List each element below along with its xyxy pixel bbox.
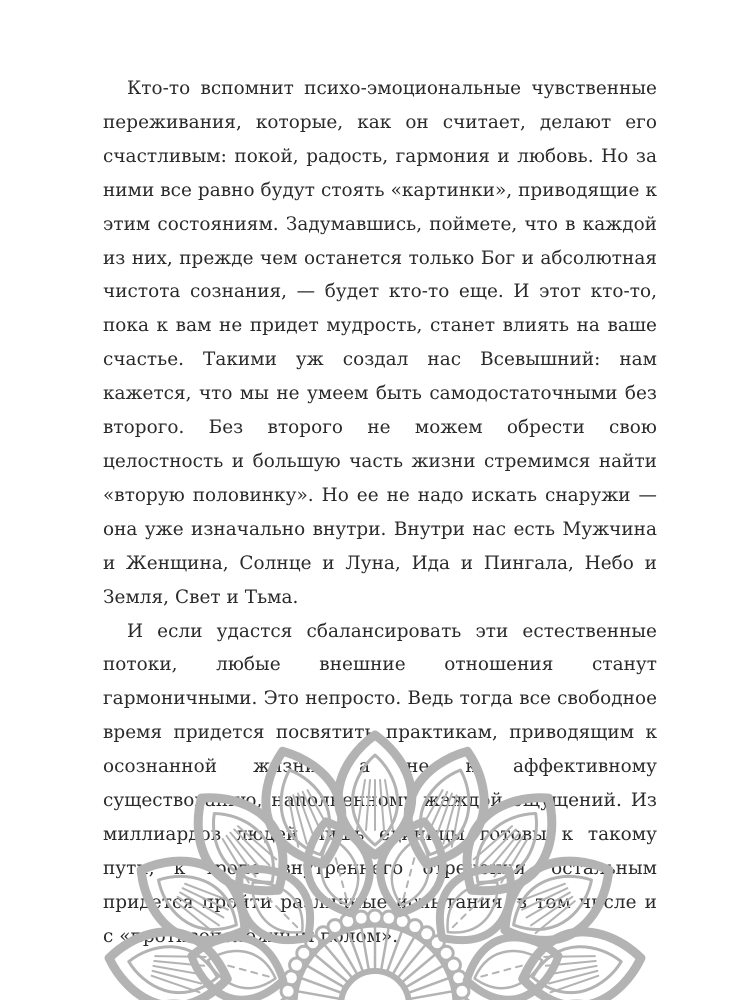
paragraph-2: И если удастся сбалансировать эти естественные потоки, любые внешние отношения станут гармоничными. Это непросто. Ведь тогда все свободное время придется посвятить практикам, приводящим к осознанной жизни, а не к аффективному существованию, наполненному жаждой ощущений. Из миллиардов людей лишь единицы готовы к такому пути, к тропе внутреннего отречения, остальным придется пройти различные испытания, в том числе и с «противоположным полом». (103, 620, 657, 947)
mandala-ornament-icon (0, 700, 750, 1000)
paragraph-1: Кто-то вспомнит психо-эмоциональные чувственные переживания, которые, как он считает, делают его счастливым: покой, радость, гармония и любовь. Но за ними все равно будут стоять «картинки», приводящие к этим состояниям. Задумавшись, поймете, что в каждой из них, прежде чем останется только Бог и абсолютная чистота сознания, — будет кто-то еще. И этот кто-то, пока к вам не придет мудрость, станет влиять на ваше счастье. Такими уж создал нас Всевышний: нам кажется, что мы не умеем быть самодостаточными без второго. Без второго не можем обрести свою целостность и большую часть жизни стремимся найти «вторую половинку». Но ее не надо искать снаружи — она уже изначально внутри. Внутри нас есть Мужчина и Женщина, Солнце и Луна, Ида и Пингала, Небо и Земля, Свет и Тьма. (103, 78, 657, 608)
